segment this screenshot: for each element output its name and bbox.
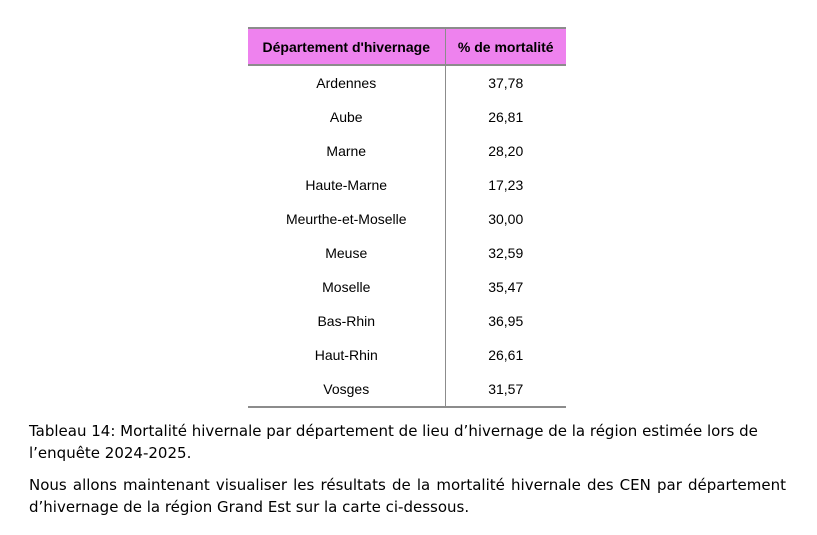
column-header-mortality: % de mortalité: [445, 28, 566, 65]
mortality-cell: 31,57: [445, 372, 566, 407]
mortality-cell: 28,20: [488, 143, 524, 159]
department-cell: Marne: [248, 134, 445, 168]
mortality-cell: 26,61: [488, 347, 524, 363]
column-header-department: Département d'hivernage: [248, 28, 445, 65]
body-paragraph: Nous allons maintenant visualiser les résultats de la mortalité hivernale des CEN par département d’hivernage de la région Grand Est sur la carte ci-dessous.: [29, 476, 786, 516]
mortality-cell: 30,00: [488, 211, 524, 227]
mortality-cell: 37,78: [488, 75, 524, 91]
table-header-row: [248, 28, 566, 65]
table-row: [248, 372, 566, 407]
table-row: [248, 236, 566, 270]
table-row: [248, 100, 566, 134]
department-cell: Vosges: [248, 372, 445, 407]
table-row: [248, 65, 566, 100]
table-row: [248, 202, 566, 236]
mortality-table: [248, 27, 566, 408]
mortality-cell: 35,47: [488, 279, 524, 295]
department-cell: Haute-Marne: [248, 168, 445, 202]
mortality-cell: 17,23: [488, 177, 524, 193]
table-row: [248, 270, 566, 304]
table-row: [248, 338, 566, 372]
department-cell: Moselle: [248, 270, 445, 304]
table-row: [248, 134, 566, 168]
department-cell: Ardennes: [248, 65, 445, 100]
table-row: [248, 304, 566, 338]
department-cell: Meuse: [248, 236, 445, 270]
mortality-cell: 32,59: [488, 245, 524, 261]
mortality-cell: 26,81: [488, 109, 524, 125]
department-cell: Aube: [248, 100, 445, 134]
department-cell: Bas-Rhin: [248, 304, 445, 338]
mortality-table-container: [248, 27, 566, 408]
mortality-cell: 36,95: [488, 313, 524, 329]
table-caption: Tableau 14: Mortalité hivernale par département de lieu d’hivernage de la région estimée lors de l’enquête 2024-2025.: [29, 422, 758, 462]
department-cell: Haut-Rhin: [248, 338, 445, 372]
table-row: [248, 168, 566, 202]
department-cell: Meurthe-et-Moselle: [248, 202, 445, 236]
